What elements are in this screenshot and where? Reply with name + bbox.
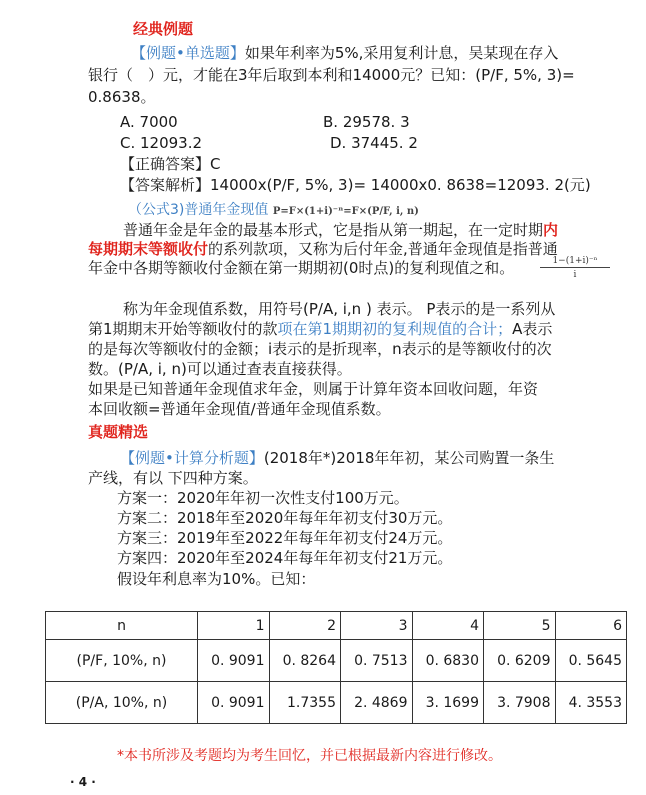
example1-tag: 【例题•单选题】: [131, 44, 245, 62]
interest-assumption: 假设年利息率为10%。已知：: [117, 570, 316, 588]
section-heading-classic: 经典例题: [133, 20, 194, 38]
para2-line6: 本回收额=普通年金现值/普通年金现值系数。: [88, 400, 391, 418]
para1-line3: 年金中各期等额收付金额在第一期期初(0时点)的复利现值之和。: [88, 259, 515, 277]
example1-question-line1: [131, 44, 558, 63]
table-cell: 2. 4869: [341, 682, 413, 724]
example2-line2: 产线，有以 下四种方案。: [88, 469, 258, 487]
para2-line3: 的是每次等额收付的金额；i表示的是折现率，n表示的是等额收付的次: [88, 340, 552, 358]
example1-q-line1: 如果年利率为5%,采用复利计息，吴某现在存入: [244, 44, 559, 62]
table-header-cell: 4: [412, 612, 484, 640]
option-a: A. 7000: [120, 113, 178, 131]
para1-line1-text: 普通年金是年金的最基本形式，它是指从第一期起，在一定时期: [123, 221, 544, 239]
example2-tag: 【例题•计算分析题】: [120, 449, 264, 467]
para2-line2-highlight: 项在第1期期初的复利规值的合计；: [277, 320, 513, 338]
table-header-cell: 6: [555, 612, 627, 640]
para2-line4: 数。(P/A, i, n)可以通过查表直接获得。: [88, 360, 352, 378]
option-c: C. 12093.2: [120, 134, 203, 152]
para2-line2-tail: A表示: [512, 320, 553, 338]
example1-q-line2: 银行（ ）元，才能在3年后取到本利和14000元？已知：(P/F, 5%, 3)=: [88, 66, 575, 84]
example2-line1-text: (2018年*)2018年年初，某公司购置一条生: [263, 449, 555, 467]
para2-line1: 称为年金现值系数，用符号(P/A, i,n ) 表示。 P表示的是一系列从: [123, 300, 556, 318]
plan-two: 方案二：2018年至2020年每年年初支付30万元。: [117, 509, 453, 527]
annuity-factor-fraction: [540, 256, 610, 280]
formula3-expression: P=F×(1+i)⁻ⁿ=F×(P/F, i, n): [272, 206, 419, 217]
table-cell: 0. 6830: [412, 640, 484, 682]
table-row: [46, 640, 627, 682]
fraction-denominator: i: [573, 270, 577, 280]
para1-line1: [123, 221, 558, 240]
table-cell: 3. 1699: [412, 682, 484, 724]
formula3-line: [128, 199, 419, 219]
table-cell: 0. 7513: [341, 640, 413, 682]
para1-line2-emphasis: 每期期末等额收付: [88, 240, 209, 258]
option-b: B. 29578. 3: [323, 113, 410, 131]
para2-line2-text: 第1期期末开始等额收付的款: [88, 320, 278, 338]
para2-line2: [88, 320, 552, 339]
table-header-cell: 3: [341, 612, 413, 640]
plan-four: 方案四：2020年至2024年每年年初支付21万元。: [117, 549, 453, 567]
table-cell: 3. 7908: [484, 682, 556, 724]
answer-analysis: 【答案解析】14000x(P/F, 5%, 3)= 14000x0. 8638=12093. 2(元): [120, 176, 591, 194]
table-header-cell: 2: [269, 612, 341, 640]
plan-three: 方案三：2019年至2022年每年年初支付24万元。: [117, 529, 453, 547]
table-header-row: [46, 612, 627, 640]
plan-one: 方案一：2020年年初一次性支付100万元。: [117, 489, 409, 507]
table-cell: (P/A, 10%, n): [46, 682, 198, 724]
table-header-cell: n: [46, 612, 198, 640]
table-cell: 0. 6209: [484, 640, 556, 682]
formula3-label: （公式3)普通年金现值: [128, 202, 269, 218]
para1-line2-text: 的系列款项，又称为后付年金,普通年金现值是指普通: [208, 240, 558, 258]
table-cell: 1.7355: [269, 682, 341, 724]
correct-answer: 【正确答案】C: [120, 155, 221, 173]
table-row: [46, 682, 627, 724]
para1-line2: [88, 240, 558, 259]
para2-line5: 如果是已知普通年金现值求年金，则属于计算年资本回收问题，年资: [88, 380, 539, 398]
section-heading-past-exams: 真题精选: [88, 423, 149, 441]
option-d: D. 37445. 2: [330, 134, 418, 152]
table-cell: 4. 3553: [555, 682, 627, 724]
example2-line1: [120, 449, 554, 468]
page-number: · 4 ·: [70, 775, 96, 789]
example1-q-line3: 0.8638。: [88, 88, 156, 106]
table-cell: 0. 5645: [555, 640, 627, 682]
table-cell: 0. 9091: [198, 682, 270, 724]
table-cell: (P/F, 10%, n): [46, 640, 198, 682]
table-cell: 0. 8264: [269, 640, 341, 682]
table-header-cell: 5: [484, 612, 556, 640]
table-header-cell: 1: [198, 612, 270, 640]
fraction-numerator: 1−(1+i)⁻ⁿ: [540, 256, 610, 268]
footnote: *本书所涉及考题均为考生回忆，并已根据最新内容进行修改。: [117, 748, 502, 764]
table-cell: 0. 9091: [198, 640, 270, 682]
coefficient-table: [45, 611, 627, 724]
para1-line1-emphasis: 内: [543, 221, 559, 239]
